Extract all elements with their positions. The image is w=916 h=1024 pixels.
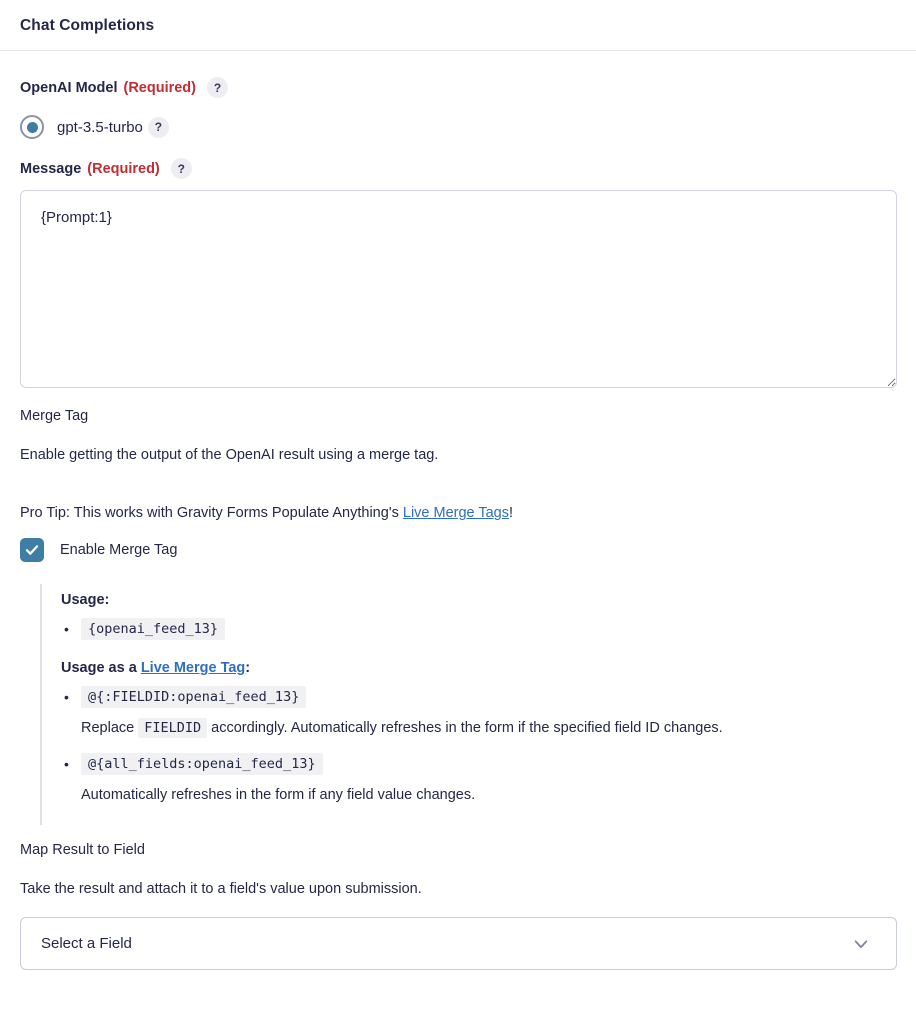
message-label: Message bbox=[20, 160, 82, 177]
fieldid-note bbox=[81, 719, 897, 738]
model-option-help-tooltip-icon[interactable]: ? bbox=[148, 117, 169, 138]
fieldid-merge-tag-code: @{:FIELDID:openai_feed_13} bbox=[81, 686, 306, 708]
enable-merge-tag-checkbox[interactable] bbox=[20, 538, 44, 562]
openai-model-label-row bbox=[20, 77, 897, 98]
merge-tag-code: {openai_feed_13} bbox=[81, 618, 225, 640]
fieldid-note-suffix: accordingly. Automatically refreshes in the form if the specified field ID changes. bbox=[211, 720, 723, 737]
map-result-section-label: Map Result to Field bbox=[20, 841, 145, 858]
enable-merge-tag-label[interactable]: Enable Merge Tag bbox=[60, 542, 178, 559]
merge-tag-usage-block bbox=[40, 584, 897, 825]
usage-list bbox=[61, 620, 897, 638]
page-title: Chat Completions bbox=[20, 17, 155, 34]
all-fields-note: Automatically refreshes in the form if any field value changes. bbox=[81, 787, 476, 804]
message-help-tooltip-icon[interactable]: ? bbox=[171, 158, 192, 179]
message-required-indicator: (Required) bbox=[87, 160, 160, 177]
map-result-description: Take the result and attach it to a field's value upon submission. bbox=[20, 880, 422, 897]
live-merge-tag-link[interactable]: Live Merge Tag bbox=[140, 660, 246, 677]
live-usage-list bbox=[61, 688, 897, 805]
merge-tag-section-label: Merge Tag bbox=[20, 408, 89, 424]
message-textarea[interactable] bbox=[20, 190, 897, 388]
usage-list-item bbox=[61, 755, 897, 805]
live-usage-heading-suffix: : bbox=[245, 660, 251, 677]
model-radio-label[interactable]: gpt-3.5-turbo bbox=[57, 118, 143, 136]
pro-tip-prefix: Pro Tip: This works with Gravity Forms Populate Anything's bbox=[20, 505, 403, 522]
radio-selected-dot bbox=[27, 122, 38, 133]
panel-header bbox=[0, 0, 916, 51]
checkmark-icon bbox=[24, 542, 40, 558]
fieldid-code: FIELDID bbox=[138, 718, 207, 738]
fieldid-note-prefix: Replace bbox=[81, 720, 139, 737]
live-usage-heading bbox=[61, 660, 897, 676]
enable-merge-tag-row bbox=[20, 538, 897, 562]
model-radio-row bbox=[20, 115, 897, 139]
live-usage-heading-prefix: Usage as a bbox=[61, 660, 141, 677]
usage-list-item bbox=[61, 620, 897, 638]
select-current-value: Select a Field bbox=[41, 935, 132, 953]
openai-model-required-indicator: (Required) bbox=[123, 79, 196, 96]
map-result-select[interactable] bbox=[20, 917, 897, 970]
usage-list-item bbox=[61, 688, 897, 738]
model-radio[interactable] bbox=[20, 115, 44, 139]
merge-tag-description: Enable getting the output of the OpenAI result using a merge tag. bbox=[20, 447, 439, 463]
all-fields-merge-tag-code: @{all_fields:openai_feed_13} bbox=[81, 753, 323, 775]
usage-heading: Usage: bbox=[61, 592, 110, 609]
openai-model-help-tooltip-icon[interactable]: ? bbox=[207, 77, 228, 98]
settings-content bbox=[0, 77, 916, 990]
openai-model-label: OpenAI Model bbox=[20, 79, 118, 96]
live-merge-tags-link[interactable]: Live Merge Tags bbox=[402, 505, 509, 522]
pro-tip-text bbox=[20, 504, 897, 522]
message-label-row bbox=[20, 158, 897, 179]
pro-tip-suffix: ! bbox=[509, 505, 514, 522]
chevron-down-icon bbox=[852, 935, 870, 953]
